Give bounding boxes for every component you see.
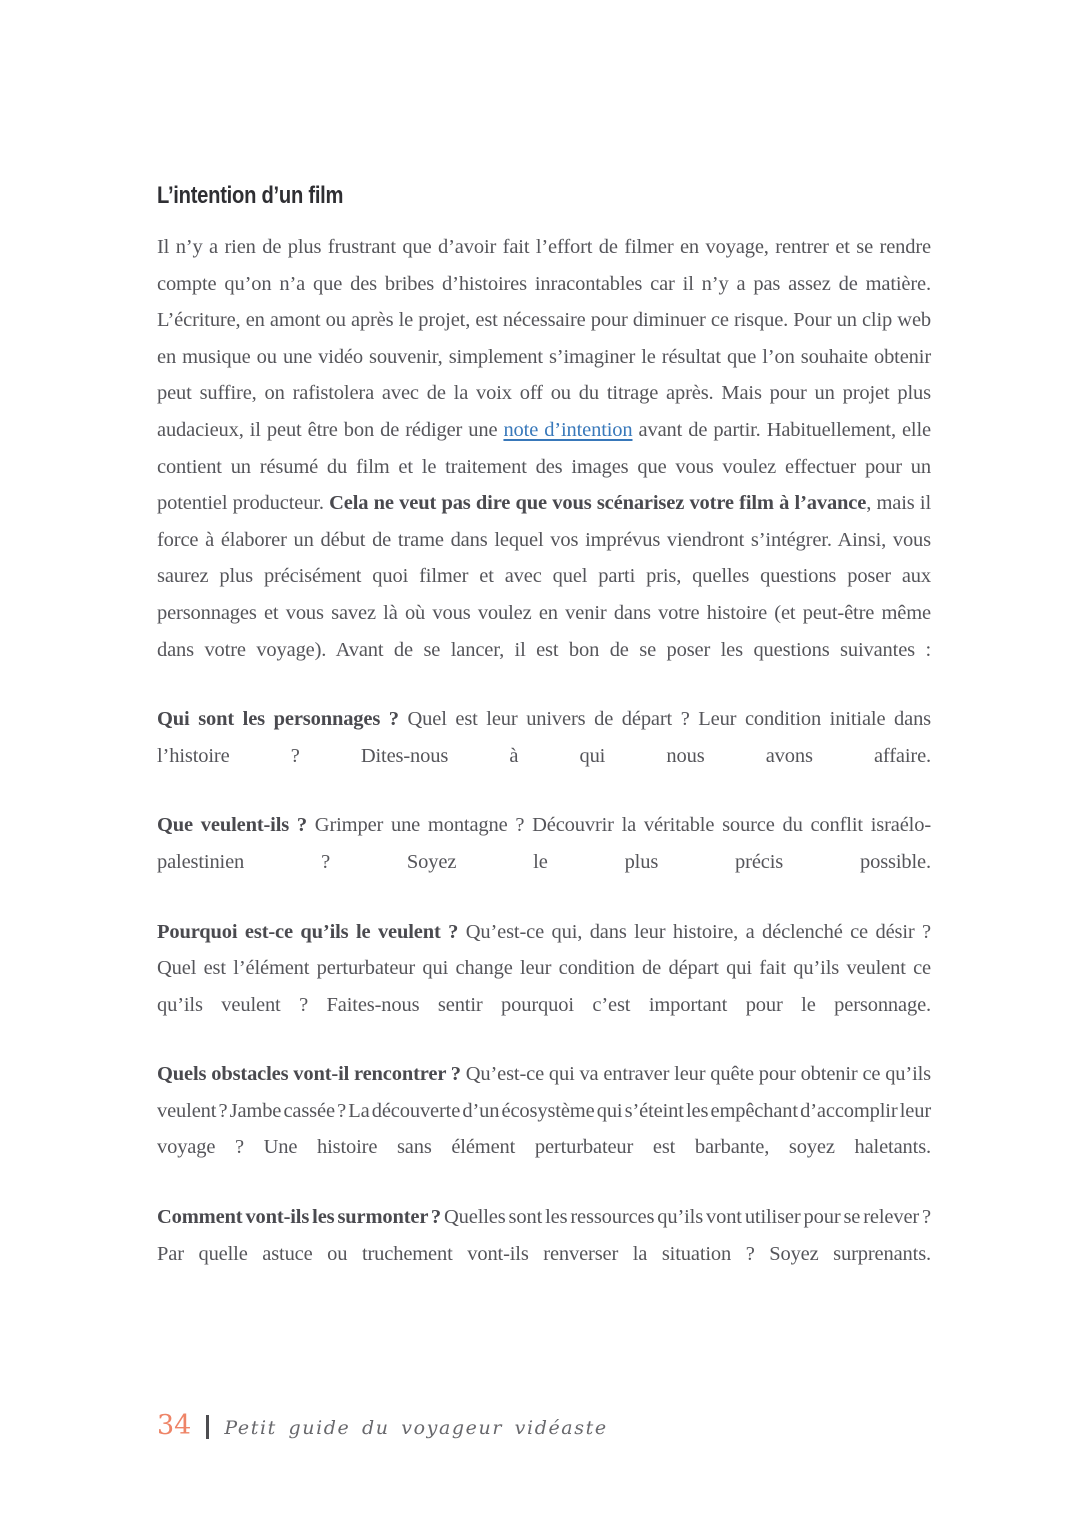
section-heading [157,183,931,209]
intro-text-1: Il n’y a rien de plus frustrant que d’avoir fait l’effort de filmer en voyage, rentrer et se rendre compte qu’on n’a que des bribes d’histoires inracontables car il n’y a pas assez de matière. L’écriture, en amont ou après le projet, est nécessaire pour diminuer ce risque. Pour un clip web en musique ou une vidéo souvenir, simplement s’imaginer le résultat que l’on souhaite obtenir peut suffire, on rafistolera avec de la voix off ou du titrage après. Mais pour un projet plus audacieux, il peut être bon de rédiger une [157,236,931,441]
page-content [157,183,931,1305]
intro-paragraph [157,229,931,668]
intro-text-3: , mais il force à élaborer un début de trame dans lequel vos imprévus viendront s’intégrer. Ainsi, vous saurez plus précisément quoi filmer et avec quel parti pris, quelles questions poser aux personnages et vous savez là où vous voulez en venir dans votre histoire (et peut-être même dans votre voyage). Avant de se lancer, il est bon de se poser les questions suivantes : [157,492,931,661]
question-body: Quel est leur univers de départ ? Leur condition initiale dans l’histoire ? Dites-nous à qui nous avons affaire. [157,708,931,767]
question-paragraph-obstacles [157,1056,931,1166]
page-number: 34 [157,1410,192,1441]
section-heading-text: L’intention d’un film [157,182,344,209]
question-lead: Quels obstacles vont-il rencontrer ? [157,1063,461,1086]
question-lead: Que veulent-ils ? [157,814,307,837]
note-intention-link[interactable]: note d’intention [503,418,633,441]
footer-divider [206,1415,209,1439]
intro-bold-emphasis: Cela ne veut pas dire que vous scénarisez votre film à l’avance [329,492,867,515]
intro-text-2: avant de partir. Habituellement, elle contient un résumé du film et le traitement des images que vous voulez effectuer pour un potentiel producteur. [157,418,931,515]
book-title: Petit guide du voyageur vidéaste [224,1417,608,1439]
question-body: Quelles sont les ressources qu’ils vont utiliser pour se relever ? Par quelle astuce ou truchement vont-ils renverser la situation ? Soyez surprenants. [157,1206,931,1265]
question-lead: Comment vont-ils les surmonter ? [157,1206,442,1229]
question-lead: Qui sont les personnages ? [157,708,399,731]
question-body: Qu’est-ce qui va entraver leur quête pour obtenir ce qu’ils veulent ? Jambe cassée ? La découverte d’un écosystème qui s’éteint les empêchant d’accomplir leur voyage ? Une histoire sans élément perturbateur est barbante, soyez haletants. [157,1063,931,1159]
page-footer [157,1412,608,1439]
question-paragraph-veulent-ils [157,807,931,880]
question-paragraph-pourquoi [157,914,931,1024]
question-paragraph-surmonter [157,1199,931,1272]
question-lead: Pourquoi est-ce qu’ils le veulent ? [157,920,459,943]
question-body: Qu’est-ce qui, dans leur histoire, a déclenché ce désir ? Quel est l’élément perturbateur qui change leur condition de départ qui fait qu’ils veulent ce qu’ils veulent ? Faites-nous sentir pourquoi c’est important pour le personnage. [157,920,931,1016]
question-paragraph-personnages [157,701,931,774]
question-body: Grimper une montagne ? Découvrir la véritable source du conflit israélo-palestinien ? Soyez le plus précis possible. [157,814,931,873]
